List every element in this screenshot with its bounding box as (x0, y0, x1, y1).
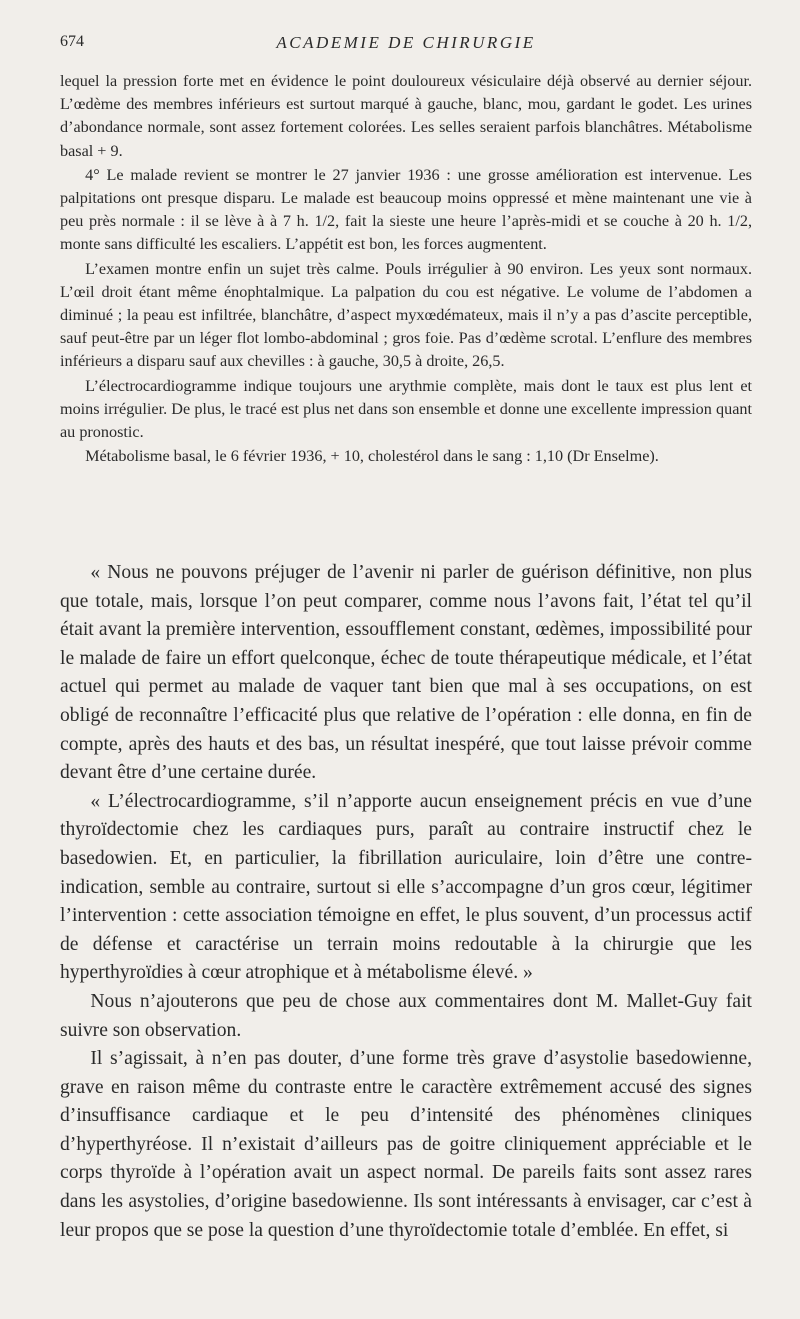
paragraph: 4° Le malade revient se montrer le 27 janvier 1936 : une grosse amélioration est intervenue. Les palpitations ont presque disparu. Le malade est beaucoup moins oppressé et mène maintenant une vie à peu près normale : il se lève à à 7 h. 1/2, fait la sieste une heure l’après-midi et se couche à 20 h. 1/2, monte sans difficulté les escaliers. L’appétit est bon, les forces augmentent. (60, 165, 752, 254)
main-body-text (60, 559, 752, 1245)
paragraph: Il s’agissait, à n’en pas douter, d’une forme très grave d’asystolie basedowienne, grave en raison même du contraste entre le caractère extrêmement accusé des signes d’insuffisance cardiaque et le peu d’intensité des phénomènes cliniques d’hyperthyréose. Il n’existait d’ailleurs pas de goitre cliniquement appréciable et le corps thyroïde à l’opération avait un aspect normal. De pareils faits sont assez rares dans les asystolies, d’origine basedowienne. Ils sont intéressants à envisager, car c’est à leur propos que se pose la question d’une thyroïdectomie totale d’emblée. En effet, si (60, 1048, 752, 1241)
paragraph: Métabolisme basal, le 6 février 1936, + 10, cholestérol dans le sang : 1,10 (Dr Enselme). (85, 447, 659, 466)
paragraph: lequel la pression forte met en évidence le point douloureux vésiculaire déjà observé au dernier séjour. L’œdème des membres inférieurs est surtout marqué à gauche, blanc, mou, gardant le godet. Les urines d’abondance normale, sont assez fortement colorées. Les selles seraient parfois blanchâtres. Métabolisme basal + 9. (60, 72, 752, 160)
paragraph: « L’électrocardiogramme, s’il n’apporte aucun enseignement précis en vue d’une thyroïdectomie chez les cardiaques purs, paraît au contraire instructif chez le basedowien. Et, en particulier, la fibrillation auriculaire, loin d’être une contre-indication, semble au contraire, surtout si elle s’accompagne d’un gros cœur, légitimer l’intervention : cette association témoigne en effet, le plus souvent, d’un processus actif de défense et caractérise un terrain moins redoutable à la chirurgie que les hyperthyroïdies à cœur atrophique et à métabolisme élevé. » (60, 790, 752, 984)
paragraph: L’électrocardiogramme indique toujours une arythmie complète, mais dont le taux est plus lent et moins irrégulier. De plus, le tracé est plus net dans son ensemble et donne une excellente impression quant au pronostic. (60, 376, 752, 442)
small-print-observation (60, 70, 752, 468)
page-header (60, 33, 752, 57)
running-head: ACADEMIE DE CHIRURGIE (276, 33, 536, 52)
paragraph: Nous n’ajouterons que peu de chose aux commentaires dont M. Mallet-Guy fait suivre son observation. (60, 990, 752, 1041)
page-number: 674 (60, 33, 84, 50)
paragraph: L’examen montre enfin un sujet très calme. Pouls irrégulier à 90 environ. Les yeux sont normaux. L’œil droit étant même énophtalmique. La palpation du cou est négative. Le volume de l’abdomen a diminué ; la peau est infiltrée, blanchâtre, d’aspect myxœdémateux, mais il n’y a pas d’ascite perceptible, sauf peut-être par un léger flot lombo-abdominal ; gros foie. Pas d’œdème scrotal. L’enflure des membres inférieurs a disparu sauf aux chevilles : à gauche, 30,5 à droite, 26,5. (60, 259, 752, 371)
paragraph: « Nous ne pouvons préjuger de l’avenir ni parler de guérison définitive, non plus que totale, mais, lorsque l’on peut comparer, comme nous l’avons fait, l’état tel qu’il était avant la première intervention, essoufflement constant, œdèmes, impossibilité pour le malade de faire un effort quelconque, échec de toute thérapeutique médicale, et l’état actuel qui permet au malade de vaquer tant bien que mal à ses occupations, on est obligé de reconnaître l’efficacité plus que relative de l’opération : elle donna, en fin de compte, après des hauts et des bas, un résultat inespéré, que tout laisse prévoir comme devant être d’une certaine durée. (60, 562, 752, 784)
